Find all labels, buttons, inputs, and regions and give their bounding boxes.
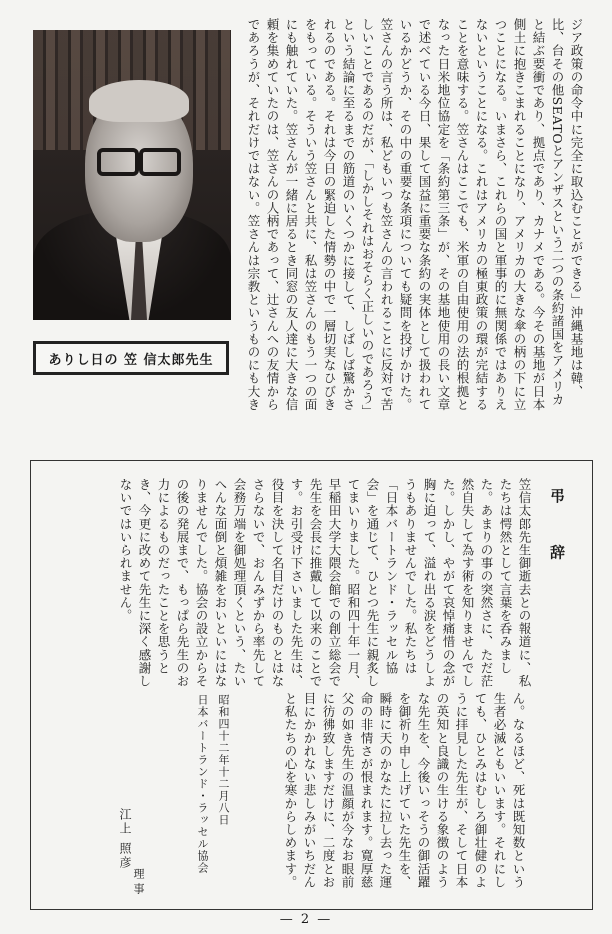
article-text: ジア政策の命令中に完全に取込むことができる」沖縄基地は韓、比、台その他SEATOとアンザスという二つの条約諸国をアメリカと結ぶ要衝であり、拠点であり、カナメである。今その基地が日本側土に抱きこまれることになり、アメリカの大きな傘の柄の下に立つことになる。いまさら、これらの国と軍事的に無関係ではありえないということになる。これはアメリカの極東政策の環が完結することを意味する。笠さんはここでも、米軍の自由使用の法的根拠となった日米地位協定を「条約第三条」が、その基地使用の長い文章で述べている今日、果して国益に重要な条約の実体として扱われているかどうか、その中の重要な条項についても疑問を投げかけた。笠さんの言う所は、私どもいつも笠さんの言われることに反対で苦しいことであるのだが、「しかしそれはおそらく正しいのであろう」という結論に至るまでの筋道のいくつかに接して、しばしば驚かされるのである。それは今日の緊迫した情勢の中で一層切実なひびきをもっている。そういう笠さんと共に、私は笠さんのもう一つの面にも触れていた。笠さんが一緒に居るとき同窓の友人達に大きな信頼を集めていたのは、笠さんの人柄であって、辻さんへの友情からであろうが、それだけではない。笠さんは宗教というものにも大き xyxy=(246,18,584,412)
signature-date: 昭和四十二年十二月八日 xyxy=(217,694,230,826)
condolence-title: 弔 辞 xyxy=(548,488,566,578)
condolence-text-continued: ん。なるほど、死は既知数という生者必滅ともいいます。それにしても、ひとみはむしろ御壮健のように拝見した先生が、そして日本の英知と良識の生ける象徴のような先生を、今後いっそうの御活躍を御祈り申し上げていた先生を、瞬時に天のかなたに拉し去った運命の非情さが恨まれます。寛厚慈父の如き先生の温顔が今なお眼前に彷彿致しますだけに、二度とお目にかかれない悲しみがいちだんと私たちの心を寒からしめます。 xyxy=(283,692,526,889)
article-body xyxy=(246,18,586,414)
signature-association: 日本バートランド・ラッセル協会 xyxy=(196,694,209,874)
condolence-body xyxy=(46,478,534,692)
photo-caption: ありし日の 笠 信太郎先生 xyxy=(33,341,229,375)
signature-role: 理事 xyxy=(132,868,145,898)
signature-name: 江上 照彦 xyxy=(118,808,132,870)
page-number: — 2 — xyxy=(279,912,333,927)
condolence-body-continued xyxy=(280,692,528,900)
condolence-text: 笠信太郎先生御逝去との報道に、私たちは愕然として言葉を呑みました。あまりの事の突然さに、ただ茫然自失して為す術を知りませんでした。しかし、やがて哀悼痛惜の念が胸に迫って、溢れ出る涙をどうしようもありませんでした。私たちは「日本バートランド・ラッセル協会」を通じて、ひとつ先生に親炙してまいりました。昭和四十年一月、早稲田大学大隈会館での創立総会で先生を会長に推戴して以来のことです。お引受け下さいました先生は、役目を決して名目だけのものとはなさらないで、おんみずから率先して会務万端を御処理頂くという、たいへんな面倒と煩雑をおいといにはなりませんでした。協会の設立からその後の発展まで、もっぱら先生のお力によるものだったことを思うとき、今更に改めて先生に深く感謝しないではいられません。 xyxy=(118,478,532,688)
portrait-photo xyxy=(33,30,231,320)
